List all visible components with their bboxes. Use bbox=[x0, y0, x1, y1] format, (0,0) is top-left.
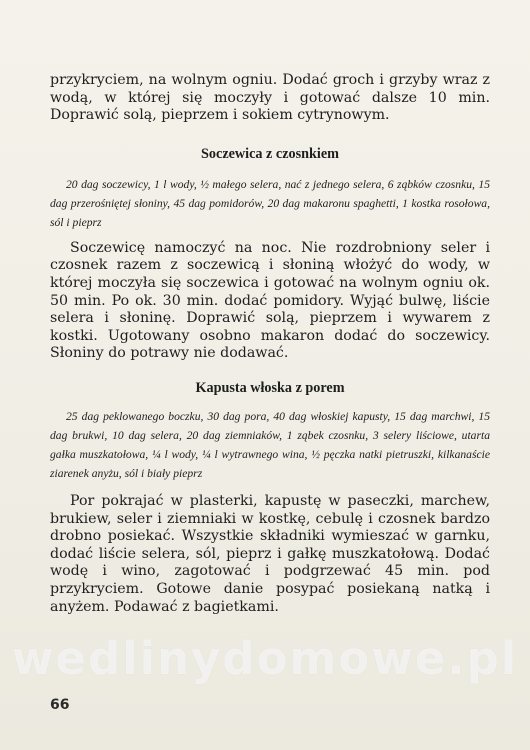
recipe-instructions: Soczewicę namoczyć na noc. Nie rozdrobniony seler i czosnek razem z soczewicą i słoniną włożyć do wody, w której moczyła się soczewica i gotować na wolnym ogniu ok. 50 min. Po ok. 30 min. dodać pomidory. Wyjąć bulwę, liście selera i słoninę. Doprawić solą, pieprzem i wywarem z kostki. Ugotowany osobno makaron dodać do soczewicy. Słoniny do potrawy nie dodawać. bbox=[50, 239, 490, 362]
recipe-instructions: Por pokrajać w plasterki, kapustę w paseczki, marchew, brukiew, seler i ziemniaki w kostkę, cebulę i czosnek bardzo drobno posiekać. Wszystkie składniki wymieszać w garnku, dodać liście selera, sól, pieprz i gałkę muszkatołową. Dodać wodę i wino, zagotować i podgrzewać 45 min. pod przykryciem. Gotowe danie posypać posiekaną natką i anyżem. Podawać z bagietkami. bbox=[50, 492, 490, 615]
watermark: wedlinydomowe.pl bbox=[11, 632, 519, 685]
intro-paragraph: przykryciem, na wolnym ogniu. Dodać groch i grzyby wraz z wodą, w której się moczyły i gotować dalsze 10 min. Doprawić solą, pieprzem i sokiem cytrynowym. bbox=[50, 72, 490, 124]
page-content bbox=[50, 72, 490, 616]
recipe-title: Soczewica z czosnkiem bbox=[201, 145, 339, 162]
recipe-ingredients: 20 dag soczewicy, 1 l wody, ½ małego selera, nać z jednego selera, 6 ząbków czosnku, 15 dag przerośniętej słoniny, 45 dag pomidorów, 20 dag makaronu spaghetti, 1 kostka rosołowa, sól i pieprz bbox=[50, 177, 490, 229]
recipe-ingredients: 25 dag peklowanego boczku, 30 dag pora, 40 dag włoskiej kapusty, 15 dag marchwi, 15 dag brukwi, 10 dag selera, 20 dag ziemniaków, 1 ząbek czosnku, 3 selery liściowe, utarta gałka muszkatołowa, ¼ l wody, ¼ l wytrawnego wina, ½ pęczka natki pietruszki, kilkanaście ziarenek anyżu, sól i biały pieprz bbox=[50, 409, 490, 480]
recipe-title: Kapusta włoska z porem bbox=[195, 379, 345, 396]
page-number: 66 bbox=[50, 697, 70, 713]
